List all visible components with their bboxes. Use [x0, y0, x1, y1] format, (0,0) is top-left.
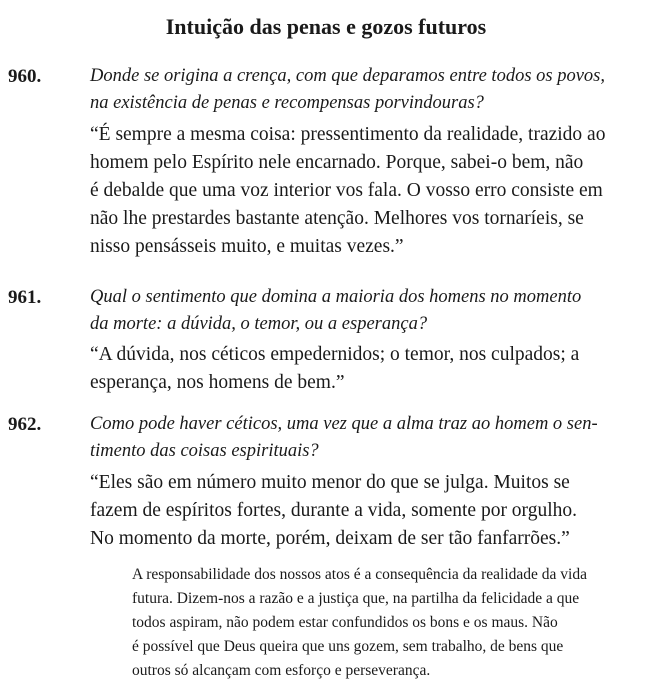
item-962-question	[90, 411, 638, 465]
answer-line: fazem de espíritos fortes, durante a vida, somente por orgulho.	[90, 500, 577, 521]
item-960-question	[90, 63, 638, 117]
answer-line: “Eles são em número muito menor do que se julga. Muitos se	[90, 472, 570, 493]
item-962-note	[132, 563, 640, 683]
answer-line: esperança, nos homens de bem.”	[90, 372, 345, 393]
answer-line: não lhe prestardes bastante atenção. Melhores vos tornaríeis, se	[90, 208, 584, 229]
answer-line: nisso pensásseis muito, e muitas vezes.”	[90, 236, 404, 257]
note-line: todos aspiram, não podem estar confundidos os bons e os maus. Não	[132, 614, 558, 631]
item-961-number: 961.	[8, 287, 42, 308]
item-962-answer	[90, 469, 638, 553]
item-961-question	[90, 284, 638, 338]
answer-line: “A dúvida, nos céticos empedernidos; o temor, nos culpados; a	[90, 344, 580, 365]
answer-line: “É sempre a mesma coisa: pressentimento da realidade, trazido ao	[90, 124, 606, 145]
answer-line: é debalde que uma voz interior vos fala. O vosso erro consiste em	[90, 180, 603, 201]
question-line: timento das coisas espirituais?	[90, 441, 319, 461]
question-line: Donde se origina a crença, com que deparamos entre todos os povos,	[90, 66, 606, 86]
note-line: futura. Dizem-nos a razão e a justiça que, na partilha da felicidade a que	[132, 590, 580, 607]
note-line: outros só alcançam com esforço e perseverança.	[132, 662, 431, 679]
item-962-number: 962.	[8, 414, 42, 435]
item-961-answer	[90, 341, 638, 397]
answer-line: homem pelo Espírito nele encarnado. Porque, sabei-o bem, não	[90, 152, 584, 173]
question-line: Como pode haver céticos, uma vez que a alma traz ao homem o sen-	[90, 414, 598, 434]
item-960-answer	[90, 121, 638, 261]
question-line: Qual o sentimento que domina a maioria dos homens no momento	[90, 287, 582, 307]
page-title: Intuição das penas e gozos futuros	[165, 14, 487, 39]
item-960-number: 960.	[8, 66, 42, 87]
answer-line: No momento da morte, porém, deixam de ser tão fanfarrões.”	[90, 528, 570, 549]
question-line: da morte: a dúvida, o temor, ou a esperança?	[90, 314, 428, 334]
question-line: na existência de penas e recompensas porvindouras?	[90, 93, 484, 113]
note-line: A responsabilidade dos nossos atos é a consequência da realidade da vida	[132, 566, 587, 583]
note-line: é possível que Deus queira que uns gozem, sem trabalho, de bens que	[132, 638, 564, 655]
